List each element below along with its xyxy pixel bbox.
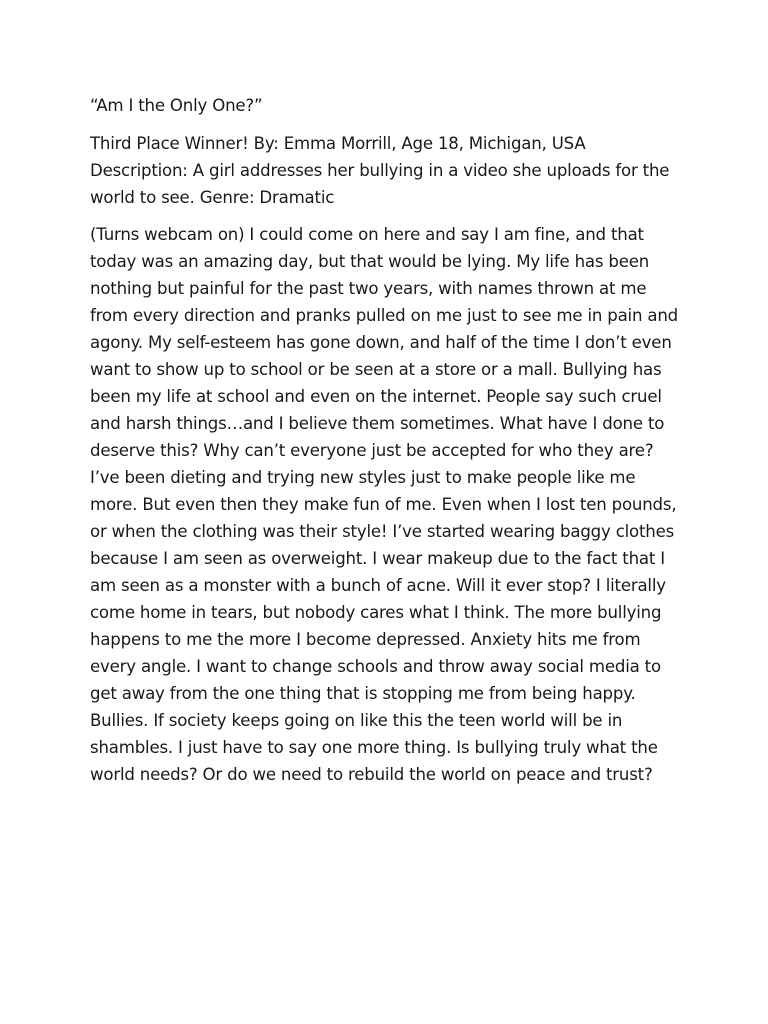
body-line: agony. My self-esteem has gone down, and half of the time I don’t even [90, 333, 672, 352]
body-line: today was an amazing day, but that would be lying. My life has been [90, 252, 650, 271]
body-line: from every direction and pranks pulled on me just to see me in pain and [90, 306, 678, 325]
body-line: Bullies. If society keeps going on like this the teen world will be in [90, 711, 623, 730]
body-line: come home in tears, but nobody cares what I think. The more bullying [90, 603, 662, 622]
body-line: world needs? Or do we need to rebuild the world on peace and trust? [90, 765, 653, 784]
body-line: or when the clothing was their style! I’ve started wearing baggy clothes [90, 522, 675, 541]
document-title: “Am I the Only One?” [90, 96, 263, 115]
body-line: because I am seen as overweight. I wear makeup due to the fact that I [90, 549, 665, 568]
body-line: and harsh things…and I believe them sometimes. What have I done to [90, 414, 665, 433]
body-line: I’ve been dieting and trying new styles just to make people like me [90, 468, 636, 487]
body-line: every angle. I want to change schools and throw away social media to [90, 657, 661, 676]
body-line: happens to me the more I become depressed. Anxiety hits me from [90, 630, 641, 649]
body-line: am seen as a monster with a bunch of acne. Will it ever stop? I literally [90, 576, 666, 595]
monologue-body [90, 221, 690, 788]
body-line: been my life at school and even on the internet. People say such cruel [90, 387, 662, 406]
body-line: get away from the one thing that is stopping me from being happy. [90, 684, 636, 703]
body-line: deserve this? Why can’t everyone just be accepted for who they are? [90, 441, 654, 460]
body-line: shambles. I just have to say one more thing. Is bullying truly what the [90, 738, 658, 757]
body-line: (Turns webcam on) I could come on here and say I am fine, and that [90, 225, 644, 244]
meta-line: Description: A girl addresses her bullying in a video she uploads for the [90, 161, 670, 180]
document-meta [90, 130, 690, 211]
document-text [90, 92, 690, 788]
body-line: nothing but painful for the past two years, with names thrown at me [90, 279, 647, 298]
body-line: more. But even then they make fun of me. Even when I lost ten pounds, [90, 495, 677, 514]
meta-line: world to see. Genre: Dramatic [90, 188, 335, 207]
body-line: want to show up to school or be seen at a store or a mall. Bullying has [90, 360, 662, 379]
meta-line: Third Place Winner! By: Emma Morrill, Age 18, Michigan, USA [90, 134, 586, 153]
